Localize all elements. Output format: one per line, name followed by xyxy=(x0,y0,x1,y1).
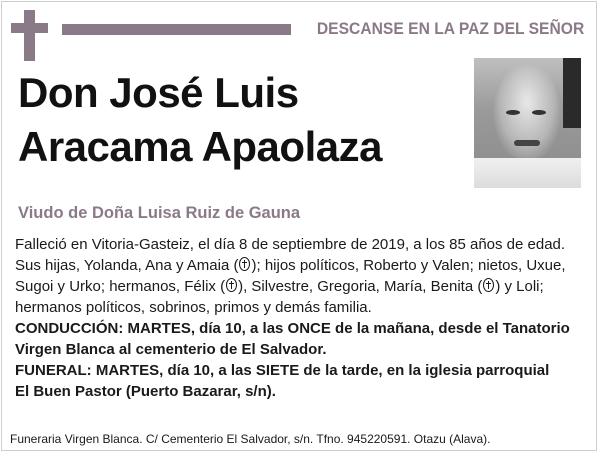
deceased-cross-icon xyxy=(239,257,250,271)
cross-icon xyxy=(11,10,48,61)
header-motto: DESCANSE EN LA PAZ DEL SEÑOR xyxy=(316,19,585,38)
notice-line-daughters: Sus hijas, Yolanda, Ana y Amaia ( ); hijos políticos, Roberto y Valen; nietos, Uxue, xyxy=(15,257,566,274)
funeral-line-1: FUNERAL: MARTES, día 10, a las SIETE de la tarde, en la iglesia parroquial xyxy=(15,362,550,379)
notice-line-death: Falleció en Vitoria-Gasteiz, el día 8 de septiembre de 2019, a los 85 años de edad. xyxy=(15,236,566,253)
notice-line-siblings: Sugoi y Urko; hermanos, Félix ( ), Silvestre, Gregoria, María, Benita ( ) y Loli; xyxy=(15,278,544,295)
deceased-name xyxy=(18,66,468,174)
funeral-line-2: El Buen Pastor (Puerto Bazarar, s/n). xyxy=(15,383,276,400)
deceased-cross-icon xyxy=(226,278,237,292)
deceased-cross-icon xyxy=(483,278,494,292)
header-divider-bar xyxy=(62,24,291,35)
conduccion-line-2: Virgen Blanca al cementerio de El Salvador. xyxy=(15,341,327,358)
deceased-photo xyxy=(474,58,581,188)
notice-body xyxy=(15,234,585,402)
notice-line-family: hermanos políticos, sobrinos, primos y demás familia. xyxy=(15,299,372,316)
name-line-2: Aracama Apaolaza xyxy=(18,123,382,170)
funeral-home-footer: Funeraria Virgen Blanca. C/ Cementerio El Salvador, s/n. Tfno. 945220591. Otazu (Alava). xyxy=(10,432,491,446)
name-line-1: Don José Luis xyxy=(18,69,299,116)
conduccion-line-1: CONDUCCIÓN: MARTES, día 10, a las ONCE de la mañana, desde el Tanatorio xyxy=(15,320,570,337)
widow-of-line: Viudo de Doña Luisa Ruiz de Gauna xyxy=(18,204,301,222)
